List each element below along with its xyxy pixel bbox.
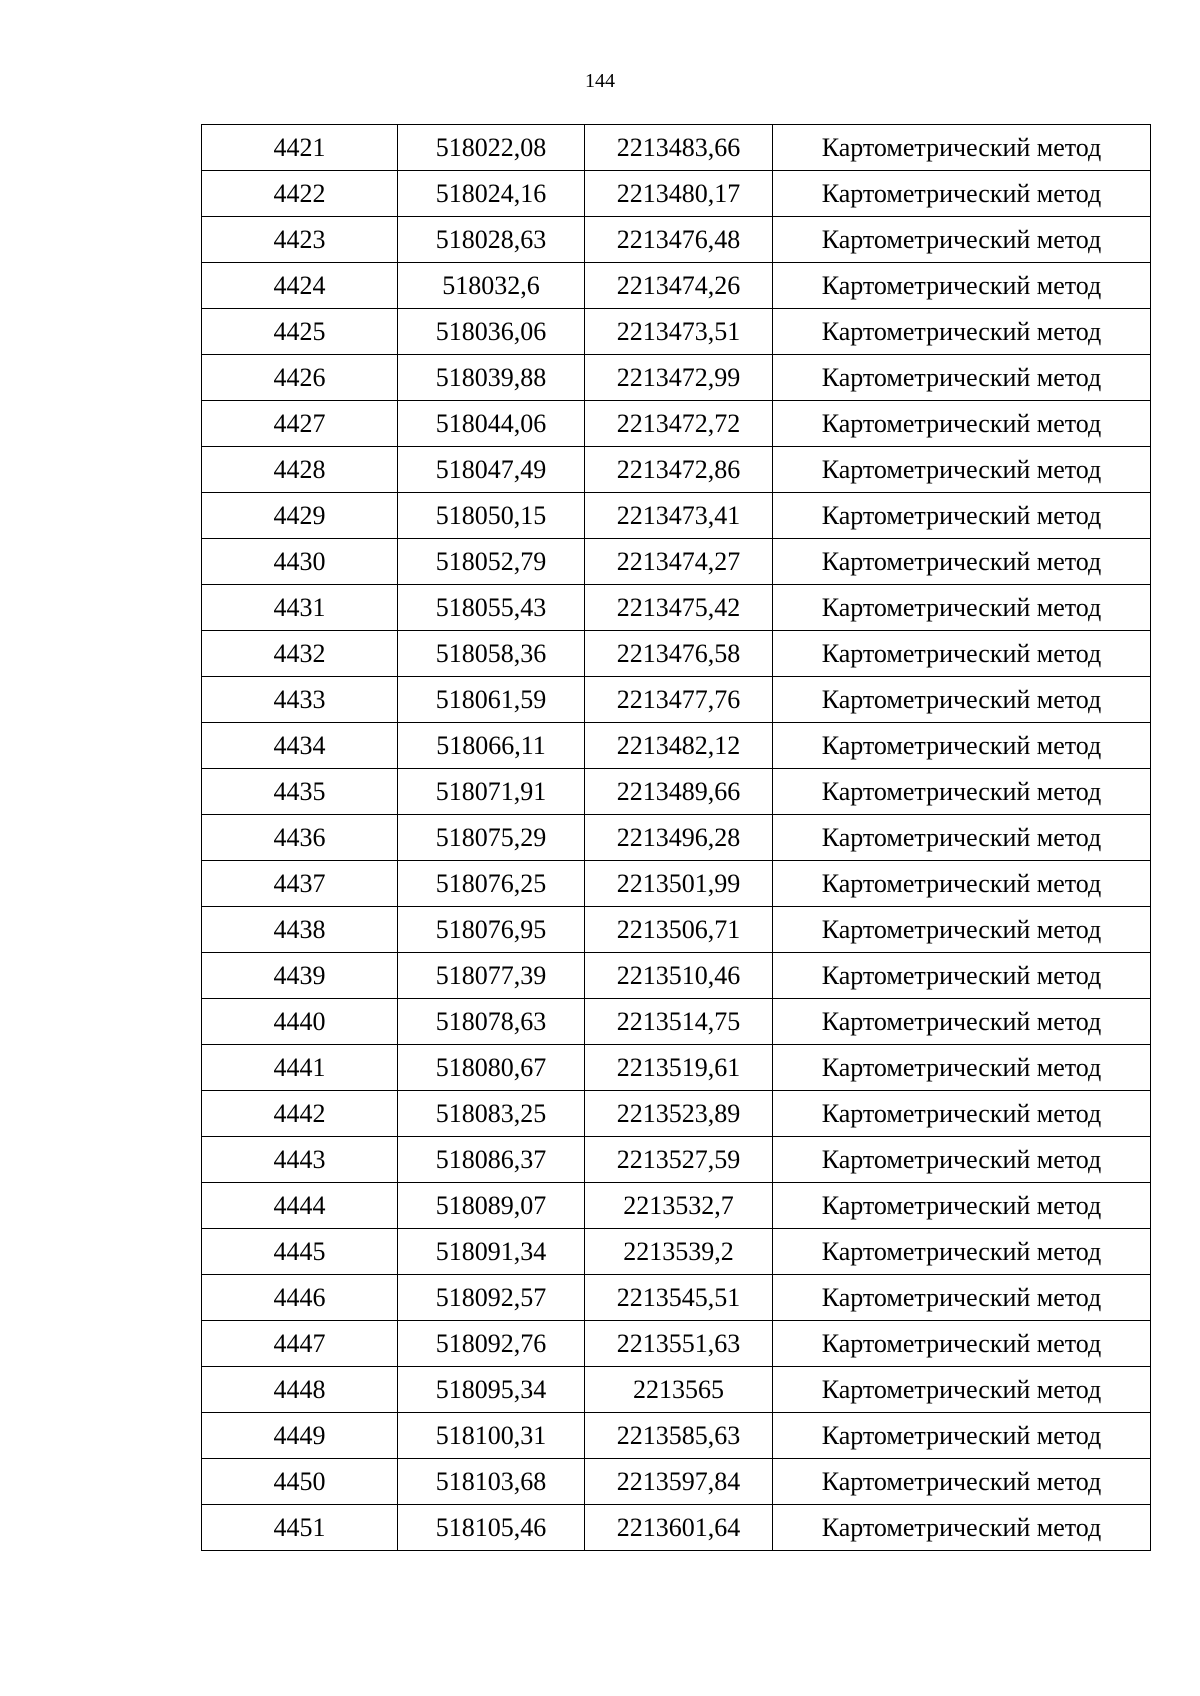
point-number-cell: 4436 xyxy=(202,815,398,861)
y-coordinate-cell: 2213539,2 xyxy=(585,1229,773,1275)
x-coordinate-cell: 518105,46 xyxy=(398,1505,585,1551)
y-coordinate-cell: 2213473,51 xyxy=(585,309,773,355)
method-cell: Картометрический метод xyxy=(773,1459,1151,1505)
method-cell: Картометрический метод xyxy=(773,447,1151,493)
point-number-cell: 4435 xyxy=(202,769,398,815)
y-coordinate-cell: 2213472,72 xyxy=(585,401,773,447)
method-cell: Картометрический метод xyxy=(773,1183,1151,1229)
method-cell: Картометрический метод xyxy=(773,953,1151,999)
table-row xyxy=(202,263,1151,309)
x-coordinate-cell: 518028,63 xyxy=(398,217,585,263)
x-coordinate-cell: 518055,43 xyxy=(398,585,585,631)
point-number-cell: 4430 xyxy=(202,539,398,585)
method-cell: Картометрический метод xyxy=(773,401,1151,447)
y-coordinate-cell: 2213472,99 xyxy=(585,355,773,401)
point-number-cell: 4449 xyxy=(202,1413,398,1459)
method-cell: Картометрический метод xyxy=(773,861,1151,907)
y-coordinate-cell: 2213475,42 xyxy=(585,585,773,631)
table-row xyxy=(202,585,1151,631)
x-coordinate-cell: 518075,29 xyxy=(398,815,585,861)
y-coordinate-cell: 2213601,64 xyxy=(585,1505,773,1551)
method-cell: Картометрический метод xyxy=(773,999,1151,1045)
page-number: 144 xyxy=(585,70,615,92)
method-cell: Картометрический метод xyxy=(773,539,1151,585)
table-row xyxy=(202,769,1151,815)
point-number-cell: 4429 xyxy=(202,493,398,539)
y-coordinate-cell: 2213527,59 xyxy=(585,1137,773,1183)
point-number-cell: 4434 xyxy=(202,723,398,769)
y-coordinate-cell: 2213597,84 xyxy=(585,1459,773,1505)
point-number-cell: 4423 xyxy=(202,217,398,263)
x-coordinate-cell: 518047,49 xyxy=(398,447,585,493)
method-cell: Картометрический метод xyxy=(773,769,1151,815)
method-cell: Картометрический метод xyxy=(773,493,1151,539)
method-cell: Картометрический метод xyxy=(773,1367,1151,1413)
y-coordinate-cell: 2213519,61 xyxy=(585,1045,773,1091)
point-number-cell: 4424 xyxy=(202,263,398,309)
x-coordinate-cell: 518103,68 xyxy=(398,1459,585,1505)
y-coordinate-cell: 2213501,99 xyxy=(585,861,773,907)
x-coordinate-cell: 518024,16 xyxy=(398,171,585,217)
y-coordinate-cell: 2213585,63 xyxy=(585,1413,773,1459)
point-number-cell: 4440 xyxy=(202,999,398,1045)
x-coordinate-cell: 518089,07 xyxy=(398,1183,585,1229)
method-cell: Картометрический метод xyxy=(773,631,1151,677)
table-row xyxy=(202,401,1151,447)
x-coordinate-cell: 518092,76 xyxy=(398,1321,585,1367)
y-coordinate-cell: 2213565 xyxy=(585,1367,773,1413)
table-row xyxy=(202,999,1151,1045)
method-cell: Картометрический метод xyxy=(773,907,1151,953)
method-cell: Картометрический метод xyxy=(773,677,1151,723)
table-row xyxy=(202,447,1151,493)
coordinates-table xyxy=(201,124,1151,1551)
method-cell: Картометрический метод xyxy=(773,1229,1151,1275)
y-coordinate-cell: 2213496,28 xyxy=(585,815,773,861)
x-coordinate-cell: 518086,37 xyxy=(398,1137,585,1183)
table-row xyxy=(202,493,1151,539)
y-coordinate-cell: 2213506,71 xyxy=(585,907,773,953)
coordinates-table-body xyxy=(202,125,1151,1551)
y-coordinate-cell: 2213480,17 xyxy=(585,171,773,217)
point-number-cell: 4425 xyxy=(202,309,398,355)
x-coordinate-cell: 518022,08 xyxy=(398,125,585,171)
method-cell: Картометрический метод xyxy=(773,1321,1151,1367)
y-coordinate-cell: 2213472,86 xyxy=(585,447,773,493)
method-cell: Картометрический метод xyxy=(773,125,1151,171)
method-cell: Картометрический метод xyxy=(773,1091,1151,1137)
x-coordinate-cell: 518058,36 xyxy=(398,631,585,677)
x-coordinate-cell: 518076,95 xyxy=(398,907,585,953)
x-coordinate-cell: 518080,67 xyxy=(398,1045,585,1091)
table-row xyxy=(202,723,1151,769)
method-cell: Картометрический метод xyxy=(773,263,1151,309)
x-coordinate-cell: 518076,25 xyxy=(398,861,585,907)
point-number-cell: 4432 xyxy=(202,631,398,677)
y-coordinate-cell: 2213514,75 xyxy=(585,999,773,1045)
point-number-cell: 4444 xyxy=(202,1183,398,1229)
x-coordinate-cell: 518071,91 xyxy=(398,769,585,815)
y-coordinate-cell: 2213483,66 xyxy=(585,125,773,171)
table-row xyxy=(202,677,1151,723)
table-row xyxy=(202,1137,1151,1183)
x-coordinate-cell: 518066,11 xyxy=(398,723,585,769)
x-coordinate-cell: 518036,06 xyxy=(398,309,585,355)
x-coordinate-cell: 518052,79 xyxy=(398,539,585,585)
point-number-cell: 4421 xyxy=(202,125,398,171)
method-cell: Картометрический метод xyxy=(773,1413,1151,1459)
y-coordinate-cell: 2213545,51 xyxy=(585,1275,773,1321)
y-coordinate-cell: 2213473,41 xyxy=(585,493,773,539)
table-row xyxy=(202,1459,1151,1505)
x-coordinate-cell: 518044,06 xyxy=(398,401,585,447)
point-number-cell: 4445 xyxy=(202,1229,398,1275)
table-row xyxy=(202,1321,1151,1367)
method-cell: Картометрический метод xyxy=(773,309,1151,355)
y-coordinate-cell: 2213532,7 xyxy=(585,1183,773,1229)
point-number-cell: 4437 xyxy=(202,861,398,907)
table-row xyxy=(202,217,1151,263)
method-cell: Картометрический метод xyxy=(773,217,1151,263)
table-row xyxy=(202,953,1151,999)
y-coordinate-cell: 2213476,48 xyxy=(585,217,773,263)
table-row xyxy=(202,355,1151,401)
table-row xyxy=(202,1413,1151,1459)
table-row xyxy=(202,861,1151,907)
point-number-cell: 4422 xyxy=(202,171,398,217)
method-cell: Картометрический метод xyxy=(773,171,1151,217)
x-coordinate-cell: 518039,88 xyxy=(398,355,585,401)
table-row xyxy=(202,309,1151,355)
x-coordinate-cell: 518092,57 xyxy=(398,1275,585,1321)
method-cell: Картометрический метод xyxy=(773,1045,1151,1091)
point-number-cell: 4438 xyxy=(202,907,398,953)
method-cell: Картометрический метод xyxy=(773,355,1151,401)
x-coordinate-cell: 518032,6 xyxy=(398,263,585,309)
y-coordinate-cell: 2213551,63 xyxy=(585,1321,773,1367)
y-coordinate-cell: 2213474,26 xyxy=(585,263,773,309)
x-coordinate-cell: 518100,31 xyxy=(398,1413,585,1459)
table-row xyxy=(202,1229,1151,1275)
y-coordinate-cell: 2213482,12 xyxy=(585,723,773,769)
point-number-cell: 4426 xyxy=(202,355,398,401)
y-coordinate-cell: 2213477,76 xyxy=(585,677,773,723)
table-row xyxy=(202,631,1151,677)
point-number-cell: 4450 xyxy=(202,1459,398,1505)
y-coordinate-cell: 2213476,58 xyxy=(585,631,773,677)
table-row xyxy=(202,815,1151,861)
method-cell: Картометрический метод xyxy=(773,723,1151,769)
y-coordinate-cell: 2213489,66 xyxy=(585,769,773,815)
method-cell: Картометрический метод xyxy=(773,1137,1151,1183)
point-number-cell: 4442 xyxy=(202,1091,398,1137)
x-coordinate-cell: 518083,25 xyxy=(398,1091,585,1137)
point-number-cell: 4443 xyxy=(202,1137,398,1183)
point-number-cell: 4439 xyxy=(202,953,398,999)
method-cell: Картометрический метод xyxy=(773,1505,1151,1551)
x-coordinate-cell: 518078,63 xyxy=(398,999,585,1045)
point-number-cell: 4447 xyxy=(202,1321,398,1367)
y-coordinate-cell: 2213510,46 xyxy=(585,953,773,999)
method-cell: Картометрический метод xyxy=(773,1275,1151,1321)
method-cell: Картометрический метод xyxy=(773,585,1151,631)
table-row xyxy=(202,907,1151,953)
y-coordinate-cell: 2213523,89 xyxy=(585,1091,773,1137)
x-coordinate-cell: 518077,39 xyxy=(398,953,585,999)
table-row xyxy=(202,1275,1151,1321)
table-row xyxy=(202,1045,1151,1091)
x-coordinate-cell: 518091,34 xyxy=(398,1229,585,1275)
table-row xyxy=(202,539,1151,585)
x-coordinate-cell: 518095,34 xyxy=(398,1367,585,1413)
point-number-cell: 4448 xyxy=(202,1367,398,1413)
y-coordinate-cell: 2213474,27 xyxy=(585,539,773,585)
table-row xyxy=(202,1091,1151,1137)
point-number-cell: 4451 xyxy=(202,1505,398,1551)
point-number-cell: 4433 xyxy=(202,677,398,723)
table-row xyxy=(202,1183,1151,1229)
table-row xyxy=(202,125,1151,171)
table-row xyxy=(202,171,1151,217)
point-number-cell: 4446 xyxy=(202,1275,398,1321)
x-coordinate-cell: 518050,15 xyxy=(398,493,585,539)
method-cell: Картометрический метод xyxy=(773,815,1151,861)
point-number-cell: 4428 xyxy=(202,447,398,493)
table-row xyxy=(202,1367,1151,1413)
point-number-cell: 4427 xyxy=(202,401,398,447)
table-row xyxy=(202,1505,1151,1551)
x-coordinate-cell: 518061,59 xyxy=(398,677,585,723)
point-number-cell: 4441 xyxy=(202,1045,398,1091)
point-number-cell: 4431 xyxy=(202,585,398,631)
